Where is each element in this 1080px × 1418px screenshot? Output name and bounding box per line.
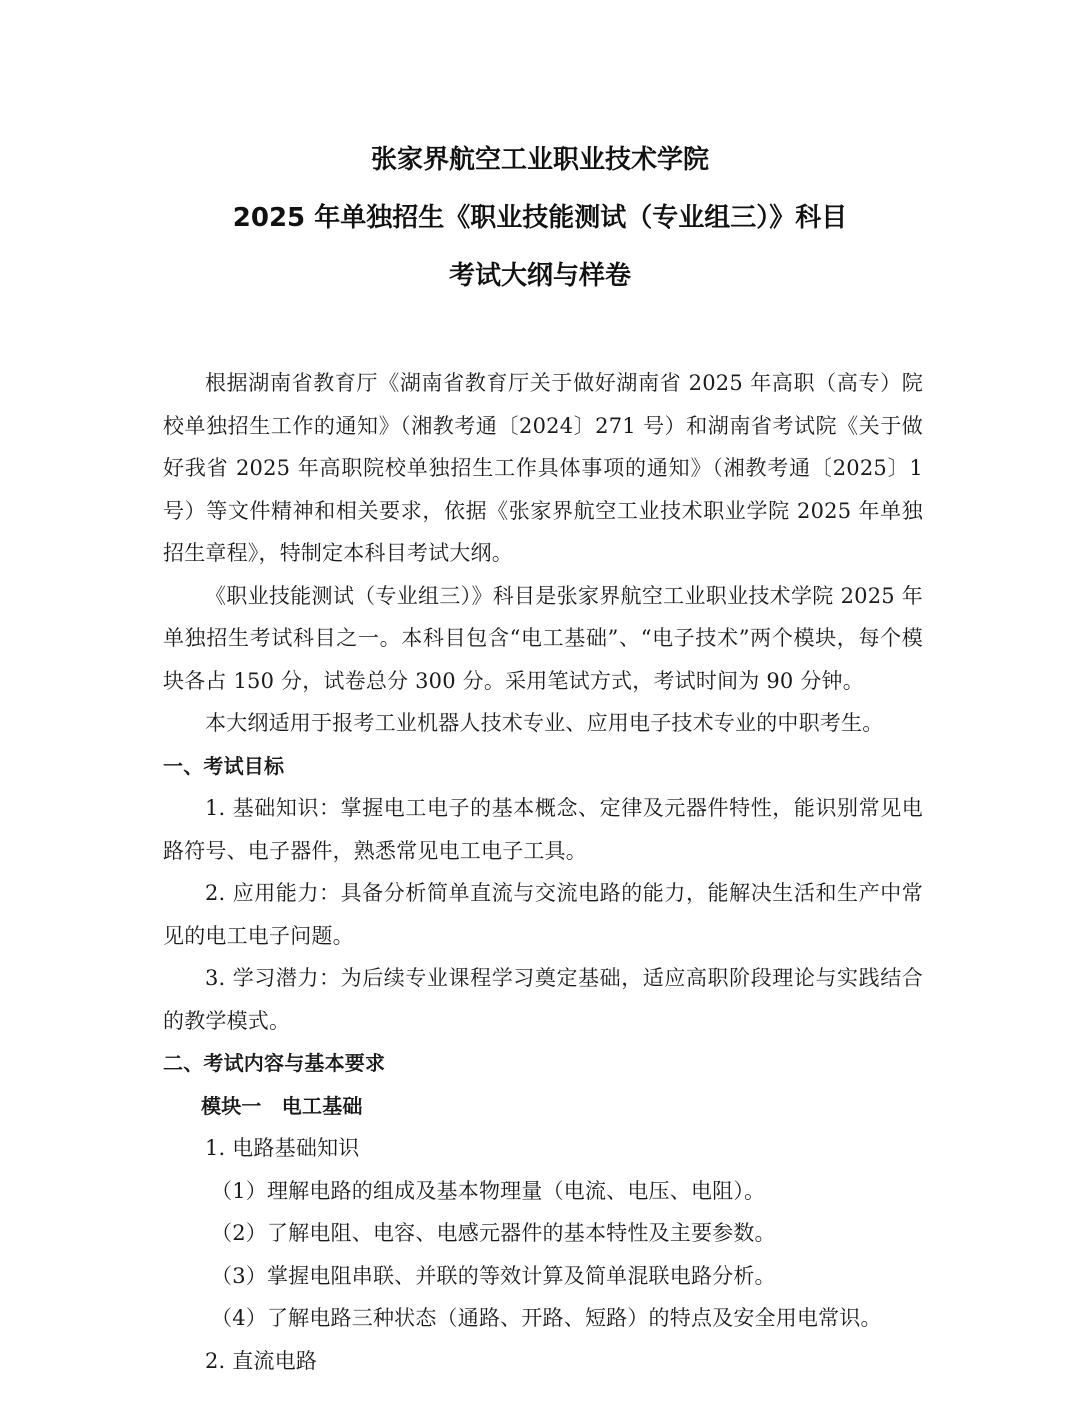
topic-item-1: （1）理解电路的组成及基本物理量（电流、电压、电阻）。	[211, 1178, 766, 1203]
section-heading-exam-goals: 一、考试目标	[163, 753, 285, 778]
intro-paragraph-2: 《职业技能测试（专业组三）》科目是张家界航空工业职业技术学院 2025 年单独招生考试科目之一。本科目包含“电工基础”、“电子技术”两个模块，每个模块各占 150 分，试卷总分 300 分。采用笔试方式，考试时间为 90 分钟。	[163, 583, 923, 693]
goal-item-3: 3. 学习潜力：为后续专业课程学习奠定基础，适应高职阶段理论与实践结合的教学模式。	[163, 966, 923, 1033]
title-line-3: 考试大纲与样卷	[448, 261, 631, 291]
module-heading-electrical-basics: 模块一 电工基础	[201, 1093, 363, 1118]
intro-paragraph-1: 根据湖南省教育厅《湖南省教育厅关于做好湖南省 2025 年高职（高专）院校单独招生工作的通知》（湘教考通〔2024〕271 号）和湖南省考试院《关于做好我省 2025 年高职院校单独招生工作具体事项的通知》（湘教考通〔2025〕1号）等文件精神和相关要求，依据《张家界航空工业技术职业学院 2025 年单独招生章程》，特制定本科目考试大纲。	[163, 371, 923, 565]
topic-item-4: （4）了解电路三种状态（通路、开路、短路）的特点及安全用电常识。	[211, 1306, 882, 1330]
topic-item-3: （3）掌握电阻串联、并联的等效计算及简单混联电路分析。	[211, 1263, 776, 1288]
topic-heading-dc-circuits: 2. 直流电路	[205, 1348, 318, 1373]
title-line-2: 2025 年单独招生《职业技能测试（专业组三）》科目	[232, 203, 848, 233]
topic-item-2: （2）了解电阻、电容、电感元器件的基本特性及主要参数。	[211, 1221, 776, 1245]
goal-item-1: 1. 基础知识：掌握电工电子的基本概念、定律及元器件特性，能识别常见电路符号、电子器件，熟悉常见电工电子工具。	[163, 796, 923, 863]
document-body	[163, 362, 923, 1382]
goal-item-2: 2. 应用能力：具备分析简单直流与交流电路的能力，能解决生活和生产中常见的电工电子问题。	[163, 881, 923, 948]
title-line-1: 张家界航空工业职业技术学院	[370, 145, 709, 175]
section-heading-exam-content: 二、考试内容与基本要求	[163, 1051, 386, 1075]
intro-paragraph-3: 本大纲适用于报考工业机器人技术专业、应用电子技术专业的中职考生。	[205, 711, 884, 735]
document-title	[0, 138, 1080, 290]
topic-heading-circuit-basics: 1. 电路基础知识	[205, 1136, 360, 1160]
